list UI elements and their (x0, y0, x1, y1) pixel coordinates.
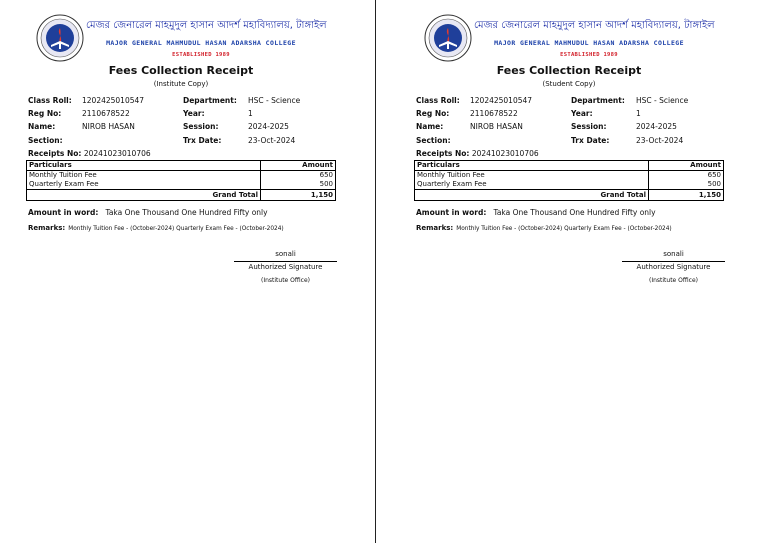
grand-total-row (415, 190, 724, 201)
amount-cell: 500 (649, 180, 724, 190)
name-label: Name: (28, 122, 56, 131)
table-row (415, 180, 724, 190)
established-year: ESTABLISHED 1989 (560, 52, 618, 58)
college-name-bengali: মেজর জেনারেল মাহমুদুল হাসান আদর্শ মহাবিদ্যালয়, টাঙ্গাইল (86, 20, 327, 31)
year-label: Year: (571, 109, 593, 118)
trx-date-value: 23-Oct-2024 (636, 136, 684, 145)
reg-no-label: Reg No: (416, 109, 450, 118)
department-label: Department: (571, 96, 625, 105)
section-label: Section: (28, 136, 63, 145)
particular-cell: Monthly Tuition Fee (27, 171, 261, 181)
college-name-bengali: মেজর জেনারেল মাহমুদুল হাসান আদর্শ মহাবিদ্যালয়, টাঙ্গাইল (474, 20, 715, 31)
receipts-no-label: Receipts No: (28, 149, 82, 158)
class-roll-label: Class Roll: (416, 96, 460, 105)
college-emblem-icon (36, 14, 84, 62)
grand-total-row (27, 190, 336, 201)
institute-copy (0, 0, 345, 543)
copy-type: (Institute Copy) (153, 80, 209, 88)
name-value: NIROB HASAN (82, 122, 135, 131)
year-value: 1 (636, 109, 641, 118)
student-copy (388, 0, 733, 543)
name-label: Name: (416, 122, 444, 131)
college-emblem-icon (424, 14, 472, 62)
year-label: Year: (183, 109, 205, 118)
trx-date-value: 23-Oct-2024 (248, 136, 296, 145)
established-year: ESTABLISHED 1989 (172, 52, 230, 58)
reg-no-label: Reg No: (28, 109, 62, 118)
signature-line (234, 261, 337, 262)
remarks (416, 224, 672, 232)
trx-date-label: Trx Date: (571, 136, 610, 145)
receipts-no (416, 149, 539, 158)
authorized-signature-label: Authorized Signature (248, 263, 323, 271)
table-row (27, 171, 336, 181)
signer-name: sonali (275, 250, 296, 258)
remarks-label: Remarks: (28, 224, 66, 232)
amount-in-word (416, 208, 656, 217)
amount-in-word-label: Amount in word: (416, 208, 487, 217)
reg-no-value: 2110678522 (470, 109, 518, 118)
section-label: Section: (416, 136, 451, 145)
session-label: Session: (183, 122, 219, 131)
department-value: HSC - Science (248, 96, 301, 105)
particulars-header: Particulars (415, 161, 649, 171)
department-value: HSC - Science (636, 96, 689, 105)
receipts-no-value: 20241023010706 (471, 149, 539, 158)
remarks-value: Monthly Tuition Fee - (October-2024) Quarterly Exam Fee - (October-2024) (68, 226, 284, 232)
receipts-no-value: 20241023010706 (83, 149, 151, 158)
fees-table (26, 160, 336, 201)
table-row (415, 171, 724, 181)
remarks-label: Remarks: (416, 224, 454, 232)
grand-total-value: 1,150 (649, 190, 724, 201)
institute-office-label: (Institute Office) (648, 277, 699, 284)
receipt-title: Fees Collection Receipt (496, 64, 642, 77)
institute-office-label: (Institute Office) (260, 277, 311, 284)
particular-cell: Quarterly Exam Fee (27, 180, 261, 190)
trx-date-label: Trx Date: (183, 136, 222, 145)
grand-total-value: 1,150 (261, 190, 336, 201)
college-name-english: MAJOR GENERAL MAHMUDUL HASAN ADARSHA COLLEGE (494, 39, 684, 47)
table-row (27, 180, 336, 190)
amount-in-word-value: Taka One Thousand One Hundred Fifty only (493, 208, 656, 217)
remarks-value: Monthly Tuition Fee - (October-2024) Quarterly Exam Fee - (October-2024) (456, 226, 672, 232)
amount-in-word-label: Amount in word: (28, 208, 99, 217)
fees-header-row (27, 161, 336, 171)
session-value: 2024-2025 (636, 122, 677, 131)
amount-header: Amount (649, 161, 724, 171)
receipt-title: Fees Collection Receipt (108, 64, 254, 77)
receipts-no-label: Receipts No: (416, 149, 470, 158)
class-roll-label: Class Roll: (28, 96, 72, 105)
session-label: Session: (571, 122, 607, 131)
session-value: 2024-2025 (248, 122, 289, 131)
department-label: Department: (183, 96, 237, 105)
fees-header-row (415, 161, 724, 171)
particulars-header: Particulars (27, 161, 261, 171)
class-roll-value: 1202425010547 (82, 96, 145, 105)
signer-name: sonali (663, 250, 684, 258)
name-value: NIROB HASAN (470, 122, 523, 131)
amount-in-word-value: Taka One Thousand One Hundred Fifty only (105, 208, 268, 217)
grand-total-label: Grand Total (415, 190, 649, 201)
copy-type: (Student Copy) (542, 80, 596, 88)
class-roll-value: 1202425010547 (470, 96, 533, 105)
particular-cell: Monthly Tuition Fee (415, 171, 649, 181)
amount-in-word (28, 208, 268, 217)
fees-table (414, 160, 724, 201)
receipts-no (28, 149, 151, 158)
amount-cell: 650 (649, 171, 724, 181)
year-value: 1 (248, 109, 253, 118)
amount-header: Amount (261, 161, 336, 171)
amount-cell: 500 (261, 180, 336, 190)
remarks (28, 224, 284, 232)
page-divider (375, 0, 376, 543)
particular-cell: Quarterly Exam Fee (415, 180, 649, 190)
authorized-signature-label: Authorized Signature (636, 263, 711, 271)
reg-no-value: 2110678522 (82, 109, 130, 118)
college-name-english: MAJOR GENERAL MAHMUDUL HASAN ADARSHA COLLEGE (106, 39, 296, 47)
amount-cell: 650 (261, 171, 336, 181)
grand-total-label: Grand Total (27, 190, 261, 201)
signature-line (622, 261, 725, 262)
